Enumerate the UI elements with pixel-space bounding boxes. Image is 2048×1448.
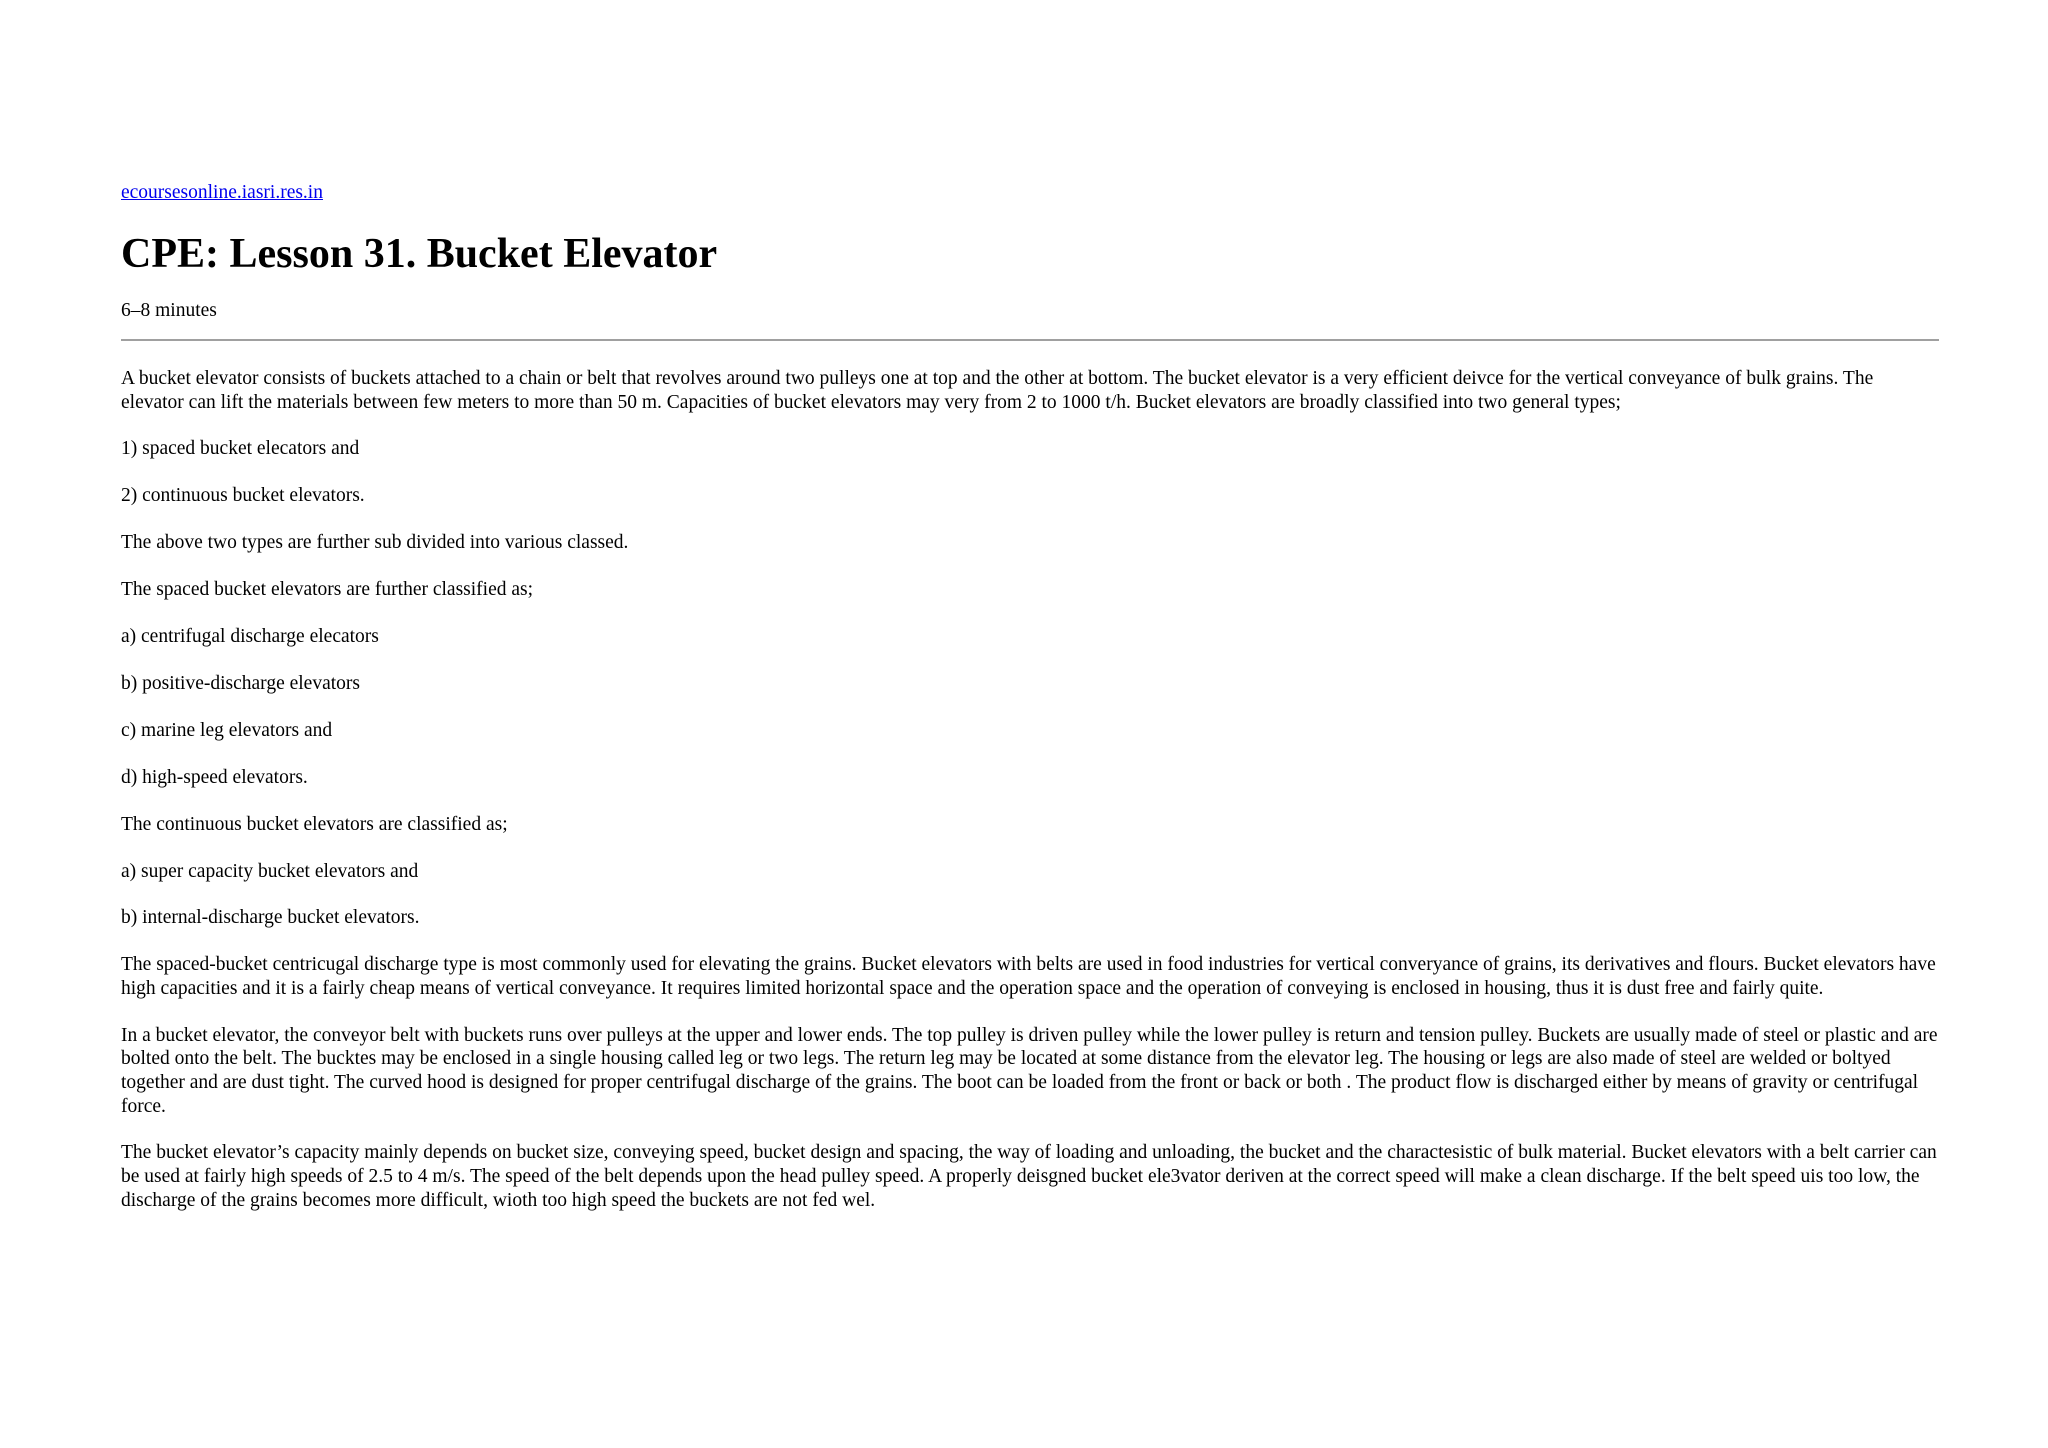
- list-item: b) internal-discharge bucket elevators.: [121, 907, 420, 929]
- list-item: a) super capacity bucket elevators and: [121, 860, 419, 882]
- paragraph: The continuous bucket elevators are classified as;: [121, 813, 508, 835]
- paragraph: The spaced bucket elevators are further classified as;: [121, 579, 534, 601]
- paragraph: The spaced-bucket centricugal discharge type is most commonly used for elevating the grains. Bucket elevators with belts are used in food industries for vertical converyance of grains, its derivatives and flours. Bucket elevators have high capacities and it is a fairly cheap means of vertical conveyance. It requires limited horizontal space and the operation space and the operation of conveying is enclosed in housing, thus it is dust free and fairly quite.: [121, 954, 1936, 999]
- list-item: a) centrifugal discharge elecators: [121, 626, 379, 648]
- article: [121, 180, 1939, 1211]
- paragraph: The bucket elevator’s capacity mainly depends on bucket size, conveying speed, bucket design and spacing, the way of loading and unloading, the bucket and the charactesistic of bulk material. Bucket elevators with a belt carrier can be used at fairly high speeds of 2.5 to 4 m/s. The speed of the belt depends upon the head pulley speed. A properly deisgned bucket ele3vator deriven at the correct speed will make a clean discharge. If the belt speed uis too low, the discharge of the grains becomes more difficult, wioth too high speed the buckets are not fed wel.: [121, 1142, 1937, 1211]
- article-body: [121, 367, 1939, 1236]
- paragraph: In a bucket elevator, the conveyor belt with buckets runs over pulleys at the upper and lower ends. The top pulley is driven pulley while the lower pulley is return and tension pulley. Buckets are usually made of steel or plastic and are bolted onto the belt. The bucktes may be enclosed in a single housing called leg or two legs. The return leg may be located at some distance from the elevator leg. The housing or legs are also made of steel are welded or boltyed together and are dust tight. The curved hood is designed for proper centrifugal discharge of the grains. The boot can be loaded from the front or back or both . The product flow is discharged either by means of gravity or centrifugal force.: [121, 1024, 1938, 1117]
- paragraph: The above two types are further sub divided into various classed.: [121, 532, 629, 554]
- list-item: c) marine leg elevators and: [121, 719, 333, 741]
- page-title: CPE: Lesson 31. Bucket Elevator: [121, 231, 718, 277]
- list-item: b) positive-discharge elevators: [121, 672, 360, 694]
- list-item: 2) continuous bucket elevators.: [121, 485, 365, 507]
- source-link[interactable]: ecoursesonline.iasri.res.in: [121, 182, 323, 203]
- list-item: 1) spaced bucket elecators and: [121, 438, 360, 460]
- header-divider: [121, 339, 1939, 341]
- paragraph-intro: A bucket elevator consists of buckets attached to a chain or belt that revolves around two pulleys one at top and the other at bottom. The bucket elevator is a very efficient deivce for the vertical conveyance of bulk grains. The elevator can lift the materials between few meters to more than 50 m. Capacities of bucket elevators may very from 2 to 1000 t/h. Bucket elevators are broadly classified into two general types;: [121, 368, 1874, 413]
- reading-time: 6–8 minutes: [121, 300, 217, 321]
- list-item: d) high-speed elevators.: [121, 766, 308, 788]
